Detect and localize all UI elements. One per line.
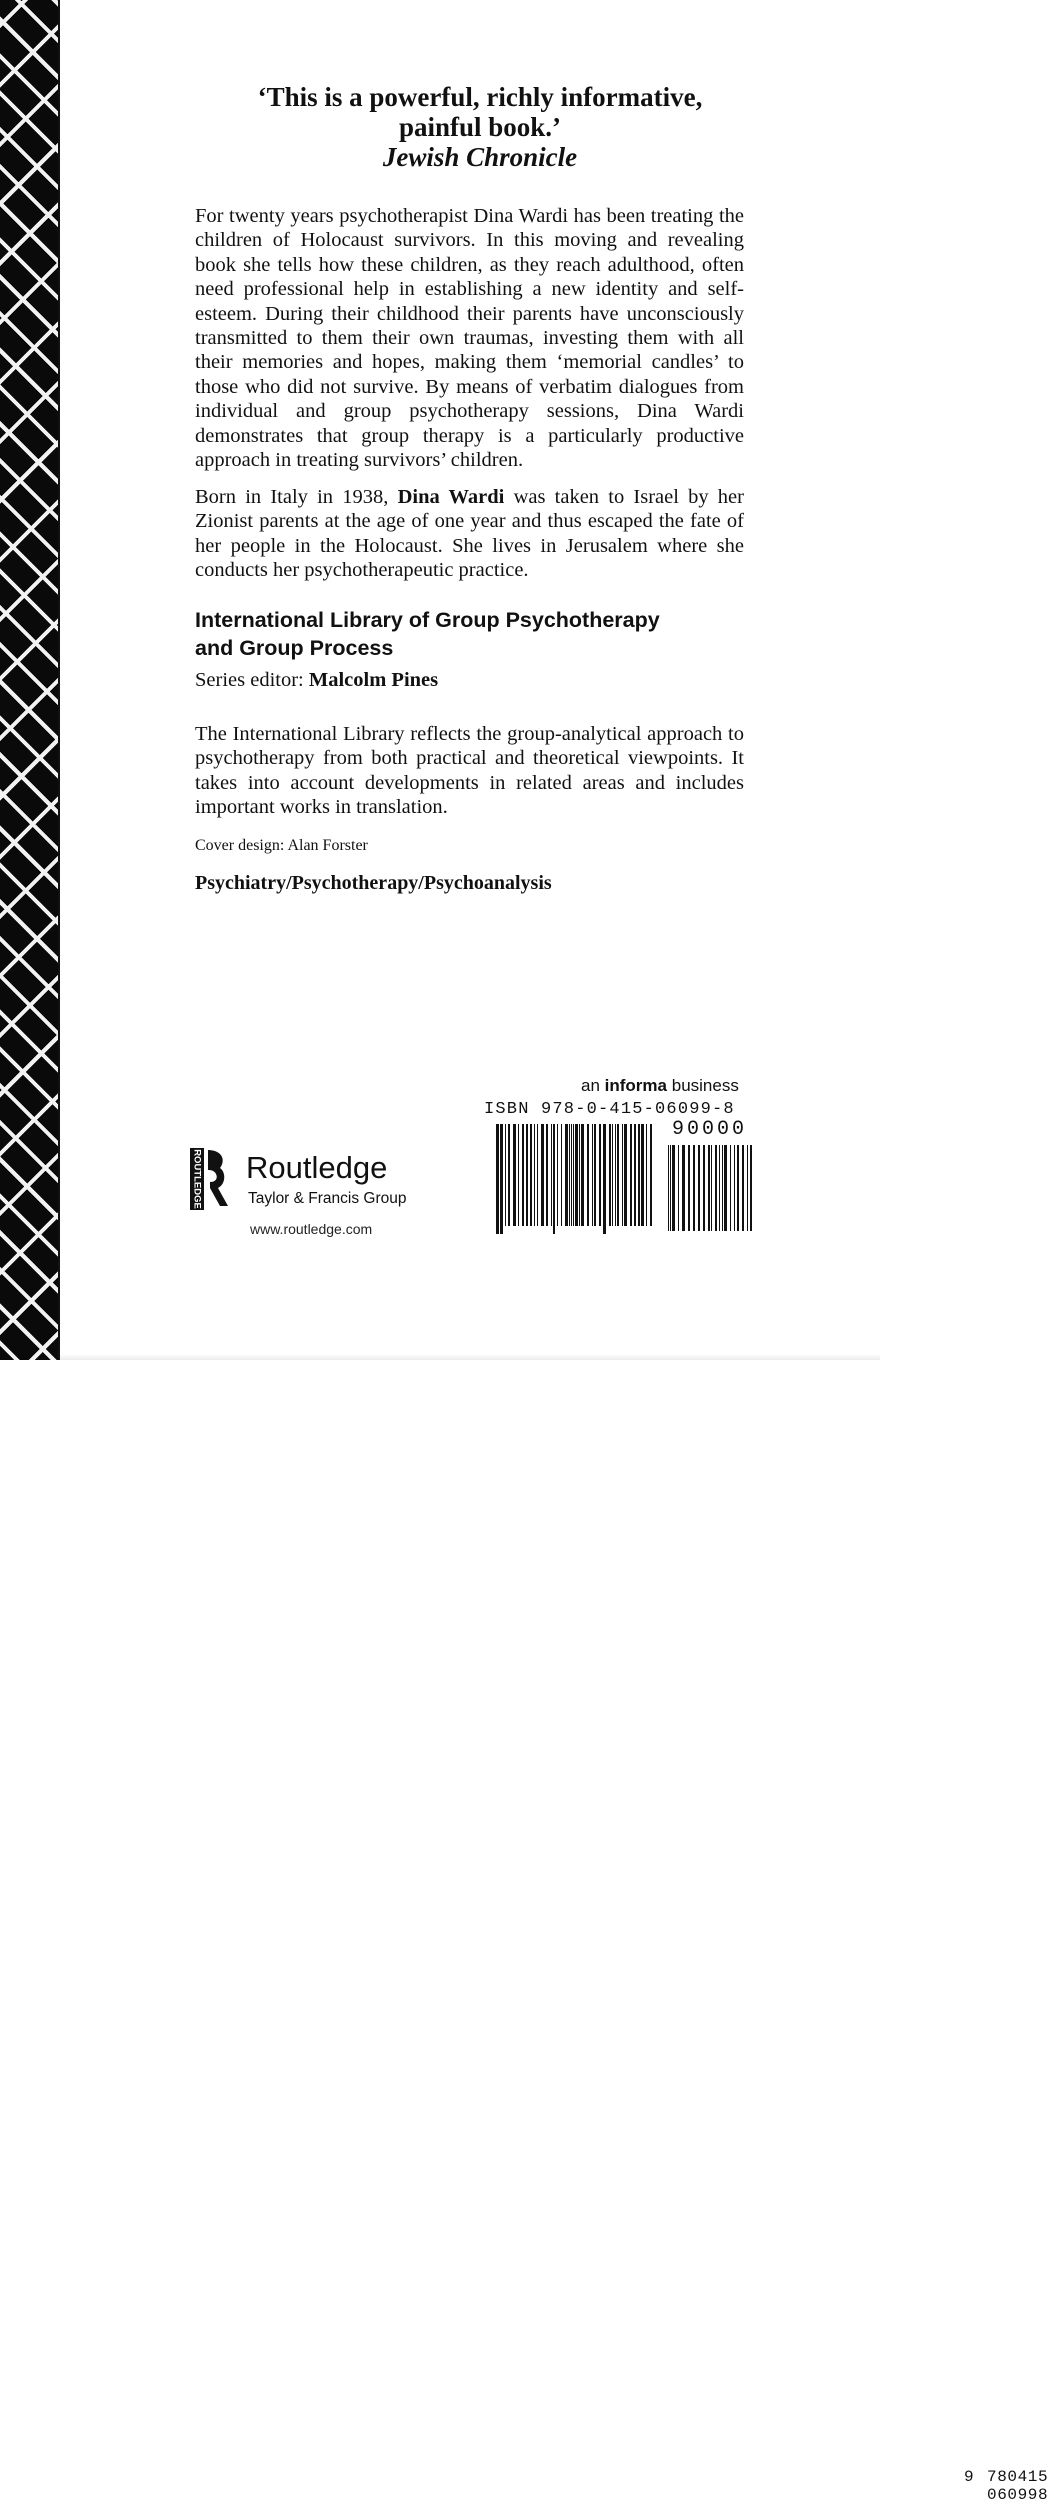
barcode-bar xyxy=(518,1124,519,1226)
barcode-bar xyxy=(638,1124,640,1226)
review-quote xyxy=(200,82,760,172)
barcode-bar xyxy=(571,1124,572,1226)
publisher-block xyxy=(188,1140,448,1250)
barcode-bar xyxy=(603,1124,606,1234)
series-editor-label: Series editor: xyxy=(195,669,304,691)
barcode-bar xyxy=(693,1145,695,1231)
barcode-bar xyxy=(546,1124,548,1226)
barcode-bar xyxy=(698,1145,700,1231)
barcode-bar xyxy=(569,1124,570,1226)
informa-brand: informa xyxy=(604,1076,667,1095)
barcode-bar xyxy=(594,1124,596,1226)
barcode-bar xyxy=(634,1124,636,1226)
barcode-bar xyxy=(617,1124,619,1226)
author-bio xyxy=(195,485,744,583)
barcode-bar xyxy=(541,1124,544,1226)
barcode-bar xyxy=(496,1124,499,1234)
barcode-bar xyxy=(703,1145,705,1231)
barcode-bar xyxy=(708,1145,710,1231)
page-bottom-edge xyxy=(60,1354,880,1360)
barcode-bar xyxy=(646,1124,647,1226)
barcode-bar xyxy=(553,1124,555,1234)
barcode-bar xyxy=(711,1145,712,1231)
barcode-bar xyxy=(734,1145,735,1231)
author-name: Dina Wardi xyxy=(397,486,505,508)
barcode-bar xyxy=(500,1124,503,1234)
barcode-bar xyxy=(722,1145,723,1231)
barcode-bar xyxy=(719,1145,720,1231)
barcode-bar xyxy=(730,1145,731,1231)
barcode-bar xyxy=(688,1145,690,1231)
routledge-logo-icon xyxy=(188,1146,232,1212)
author-bio-intro: Born in Italy in 1938, xyxy=(195,486,389,508)
barcode-bar xyxy=(624,1124,627,1226)
barcode-bar xyxy=(575,1124,578,1226)
barcode-bar xyxy=(561,1124,562,1226)
barcode-bar xyxy=(650,1124,652,1226)
barcode-bar xyxy=(505,1124,506,1226)
barcode-bar xyxy=(581,1124,584,1226)
barcode-bar xyxy=(715,1145,717,1231)
barcode-bar xyxy=(508,1124,510,1226)
barcode-bar xyxy=(587,1124,589,1226)
barcode-bar xyxy=(530,1124,532,1226)
quote-line-2: painful book.’ xyxy=(398,112,562,142)
routledge-logo-text: ROUTLEDGE xyxy=(191,1149,203,1209)
series-title-line-2: and Group Process xyxy=(195,636,394,660)
ean-remaining-digits: 780415 060998 xyxy=(987,2468,1048,2504)
series-editor-name: Malcolm Pines xyxy=(308,669,439,691)
barcode-bar xyxy=(522,1124,524,1226)
series-title xyxy=(195,606,755,662)
cover-design-credit: Cover design: Alan Forster xyxy=(195,837,368,854)
barcode-bar xyxy=(513,1124,516,1226)
series-editor xyxy=(195,668,438,692)
barcode-bar xyxy=(551,1124,552,1226)
barcode-bar xyxy=(668,1145,669,1231)
author-bio-rest: was taken to Israel by her Zionist parents at the age of one year and thus escaped the fate of her people in the Holocaust. She lives in Jerusalem where she conducts her psychotherapeutic practice. xyxy=(195,486,744,582)
publisher-url: www.routledge.com xyxy=(250,1221,373,1237)
barcode-bar xyxy=(592,1124,593,1226)
barcode-bar xyxy=(526,1124,528,1226)
informa-suffix: business xyxy=(671,1076,739,1095)
barcode-bar xyxy=(750,1145,752,1231)
barcode-bar xyxy=(615,1124,616,1226)
isbn-label: ISBN 978-0-415-06099-8 xyxy=(484,1100,735,1119)
barcode-bar xyxy=(682,1145,685,1231)
addon-barcode xyxy=(668,1145,754,1255)
informa-business-tag xyxy=(581,1076,739,1096)
ean-barcode xyxy=(496,1124,656,1234)
informa-prefix: an xyxy=(581,1076,600,1095)
barcode-bar xyxy=(573,1124,574,1226)
barcode-bar xyxy=(565,1124,568,1226)
barcode-bar xyxy=(742,1145,744,1231)
barcode-bar xyxy=(678,1145,679,1231)
ean-first-digit: 9 xyxy=(964,2468,974,2486)
barcode-bar xyxy=(724,1145,727,1231)
barcode-bar xyxy=(641,1124,644,1226)
subject-category: Psychiatry/Psychotherapy/Psychoanalysis xyxy=(195,872,552,894)
barcode-bar xyxy=(537,1124,538,1226)
barcode-bar xyxy=(599,1124,601,1226)
barcode-bar xyxy=(737,1145,739,1231)
quote-source: Jewish Chronicle xyxy=(382,142,578,172)
series-title-line-1: International Library of Group Psychotherapy xyxy=(195,608,660,632)
barcode-bar xyxy=(670,1145,671,1231)
barcode-bar xyxy=(557,1124,558,1226)
barcode-bar xyxy=(747,1145,748,1231)
description-paragraph: For twenty years psychotherapist Dina Wardi has been treating the children of Holocaust survivors. In this moving and revealing book she tells how these children, as they reach adulthood, often need professional help in establishing a new identity and self-esteem. During their childhood their parents have unconsciously transmitted to them their own traumas, investing them with all their memories and hopes, making them ‘memorial candles’ to those who did not survive. By means of verbatim dialogues from individual and group psychotherapy sessions, Dina Wardi demonstrates that group therapy is a particularly productive approach in treating survivors’ children. xyxy=(195,205,744,472)
barcode-bar xyxy=(672,1145,675,1231)
barcode-bar xyxy=(612,1124,613,1226)
barcode-bar xyxy=(622,1124,623,1226)
series-blurb: The International Library reflects the group-analytical approach to psychotherapy from both practical and theoretical viewpoints. It takes into account developments in related areas and includes important works in translation. xyxy=(195,723,744,819)
publisher-group: Taylor & Francis Group xyxy=(248,1190,407,1207)
publisher-name: Routledge xyxy=(246,1150,388,1185)
barcode-bar xyxy=(630,1124,632,1226)
quote-line-1: ‘This is a powerful, richly informative, xyxy=(257,82,703,112)
barcode-bar xyxy=(534,1124,535,1226)
barcode-bar xyxy=(609,1124,611,1226)
price-addon-number: 90000 xyxy=(672,1118,748,1141)
decorative-spine-pattern xyxy=(0,0,60,1360)
barcode-bar xyxy=(579,1124,580,1226)
